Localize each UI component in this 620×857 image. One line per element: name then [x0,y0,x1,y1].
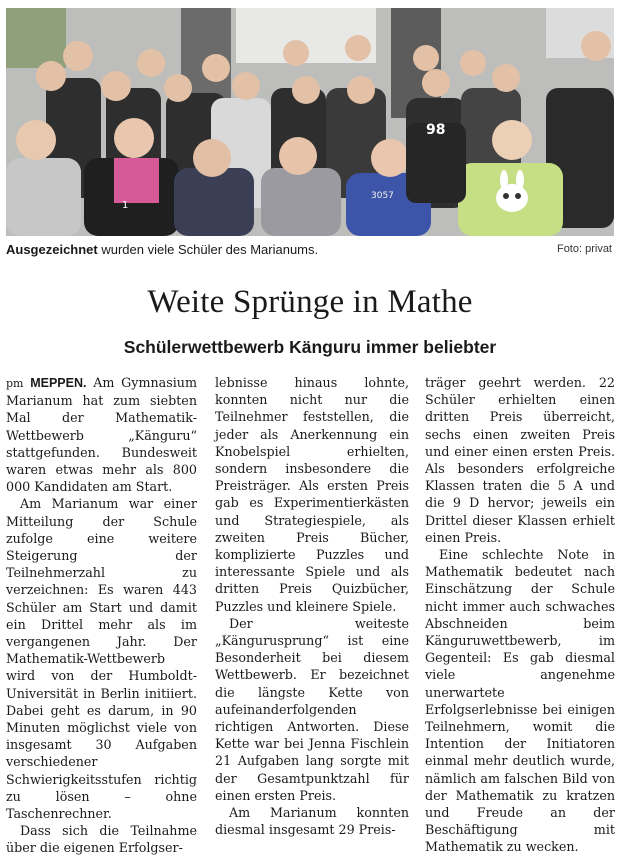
dateline-place: MEPPEN. [30,376,87,390]
headline: Weite Sprünge in Mathe [147,284,473,320]
article-column-2 [215,374,409,838]
column-2-paragraph-2: Der weiteste „Kängurusprung“ ist eine Besonderheit bei diesem Wettbewerb. Er bezeichnet die längste Kette von aufeinanderfolgenden richtigen Antworten. Diese Kette war bei Jenna Fischlein 21 Aufgaben lang sorgte mit der Gesamtpunktzahl für einen ersten Preis. [215,615,409,803]
caption-text: wurden viele Schüler des Marianums. [97,242,319,257]
shirt-print-1: 1 [122,200,129,211]
photo-illustration [6,8,614,236]
shirt-print-98: 98 [426,122,446,138]
subheadline: Schülerwettbewerb Känguru immer beliebter [123,337,497,357]
column-1-paragraph-1 [6,374,197,495]
column-1-paragraph-3: Dass sich die Teilnahme über die eigenen Erfolgser- [6,823,197,856]
shirt-print-3057: 3057 [371,191,394,201]
article-column-1 [6,374,197,857]
article-column-3 [425,374,615,856]
column-2-paragraph-1: lebnisse hinaus lohnte, konnten nicht nur die Teilnehmer feststellen, die jeder als Anerkennung ein Knobelspiel erhielten, sondern insbesondere die Preisträger. Als ersten Preis gab es Experimentierkästen und Strategiespiele, als zweiten Preis Bücher, komplizierte Puzzles und interessante Spiele und als dritten Preis Quizbücher, Puzzles und kleinere Spiele. [215,375,409,614]
column-3-paragraph-1: träger geehrt werden. 22 Schüler erhielten einen dritten Preis überreicht, sechs einen zweiten Preis und einer einen ersten Preis. Als besonders erfolgreiche Klassen traten die 5 A und die 9 D hervor; jeweils ein Drittel dieser Klassen erhielt einen Preis. [425,375,615,545]
column-2-paragraph-3: Am Marianum konnten diesmal insgesamt 29 Preis- [215,805,409,838]
group-photo [6,8,614,236]
author-initials: pm [6,377,24,390]
column-1-lead-text: Am Gymnasium Marianum hat zum siebten Mal der Mathematik-Wettbewerb „Känguru“ stattgefunden. Bundesweit waren etwas mehr als 800 000 Kandidaten am Start. [6,375,197,495]
photo-credit: Foto: privat [556,243,612,255]
caption-lead: Ausgezeichnet [6,242,98,257]
photo-caption [6,242,614,260]
column-3-paragraph-2: Eine schlechte Note in Mathematik bedeutet nach Einschätzung der Schule nicht immer auch schwaches Abschneiden beim Känguruwettbewerb, im Gegenteil: Es gab diesmal viele angenehme unerwartete Erfolgserlebnisse bei einigen Teilnehmern, womit die Intention der Initiatoren einmal mehr deutlich wurde, nämlich am falschen Bild von der Mathematik zu kratzen und Freude an der Beschäftigung mit Mathematik zu wecken. [425,547,615,855]
column-1-paragraph-2: Am Marianum war einer Mitteilung der Schule zufolge eine weitere Steigerung der Teilnehmerzahl zu verzeichnen: Es waren 443 Schüler am Start und damit ein Drittel mehr als im vergangenen Jahr. Der Mathematik-Wettbewerb wird von der Humboldt-Universität in Berlin initiiert. Dabei geht es darum, in 90 Minuten möglichst viele von insgesamt 30 Aufgaben verschiedener Schwierigkeitsstufen richtig zu lösen – ohne Taschenrechner. [6,496,197,822]
